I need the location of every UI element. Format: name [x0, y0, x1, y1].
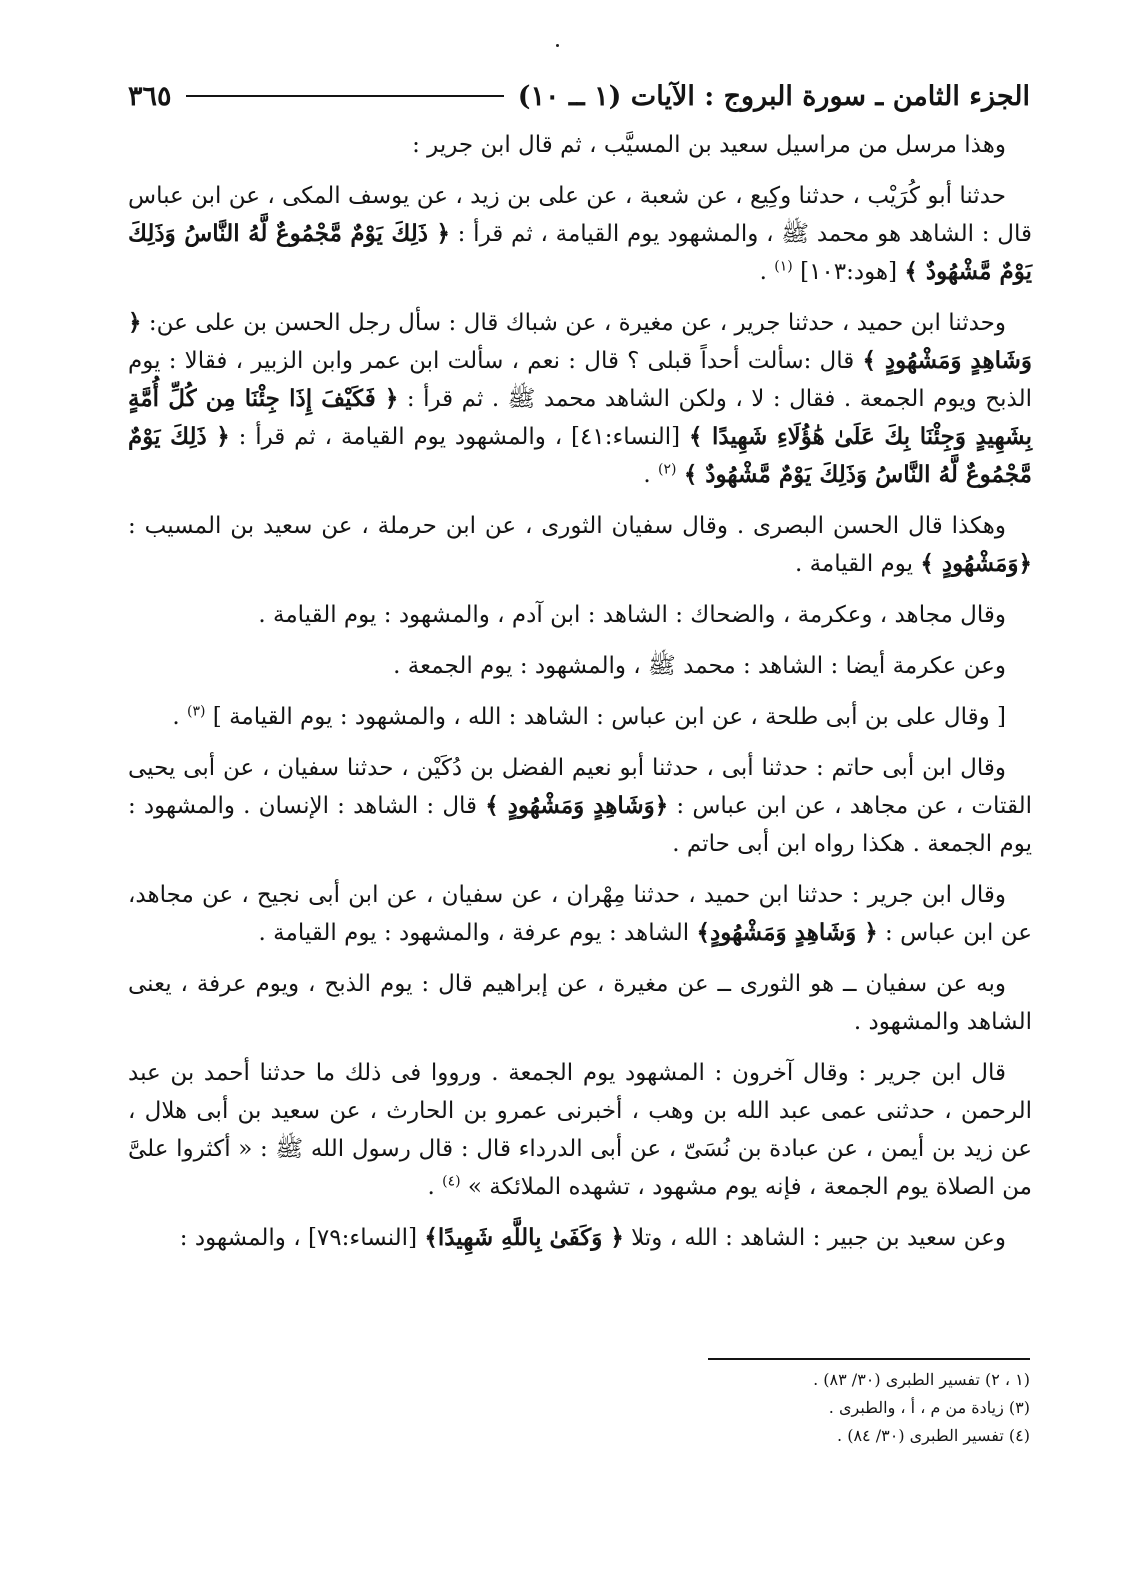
footnote-ref: (٣) [187, 703, 206, 720]
text-run: وهكذا قال الحسن البصرى . وقال سفيان الثورى ، عن ابن حرملة ، عن سعيد بن المسيب : [128, 513, 1006, 539]
main-text [128, 126, 1032, 1270]
text-run: وهذا مرسل من مراسيل سعيد بن المسيَّب ، ثم قال ابن جرير : [412, 132, 1006, 158]
text-run: وقال ابن أبى حاتم : حدثنا أبى ، حدثنا أبو نعيم الفضل بن دُكَيْن ، حدثنا سفيان ، عن أبى يحيى القتات ، عن مجاهد ، عن ابن عباس : [128, 755, 1033, 819]
paragraph [128, 1219, 1032, 1257]
paragraph [128, 126, 1032, 164]
running-header [128, 76, 1030, 116]
text-run: . [427, 1174, 443, 1200]
text-run: وقال مجاهد ، وعكرمة ، والضحاك : الشاهد : ابن آدم ، والمشهود : يوم القيامة . [258, 602, 1006, 628]
text-run: وبه عن سفيان ــ هو الثورى ــ عن مغيرة ، عن إبراهيم قال : يوم الذبح ، ويوم عرفة ، يعنى الشاهد والمشهود . [128, 971, 1032, 1035]
text-run: [هود:١٠٣] [792, 259, 905, 285]
text-run [677, 462, 684, 488]
text-run: وعن عكرمة أيضا : الشاهد : محمد ﷺ ، والمشهود : يوم الجمعة . [393, 653, 1006, 679]
footnote-separator [708, 1358, 1030, 1360]
paragraph [128, 177, 1032, 291]
paragraph [128, 507, 1032, 583]
footnote: (٤) تفسير الطبرى (٣٠/ ٨٤) . [837, 1426, 1030, 1445]
footnote-ref: (٢) [658, 461, 677, 478]
quran-verse: ﴿ فَكَيْفَ إِذَا جِئْنَا مِن كُلِّ أُمَّةٍ بِشَهِيدٍ وَجِئْنَا بِكَ عَلَىٰ هَٰؤُلَاءِ شَهِيدًا ﴾ [128, 385, 1033, 450]
header-rule [186, 95, 504, 97]
paragraph [128, 965, 1032, 1041]
text-run: الشاهد : يوم عرفة ، والمشهود : يوم القيامة . [258, 920, 697, 946]
footnotes [128, 1366, 1030, 1450]
page-dot [556, 44, 559, 47]
paragraph [128, 304, 1032, 494]
footnote-ref: (١) [774, 258, 793, 275]
text-run: [النساء:٧٩] ، والمشهود : [179, 1225, 425, 1251]
quran-verse: ﴿وَشَاهِدٍ وَمَشْهُودٍ ﴾ [485, 792, 669, 819]
quran-verse: ﴿ وَشَاهِدٍ وَمَشْهُودٍ﴾ [696, 919, 878, 946]
paragraph [128, 1054, 1032, 1206]
quran-verse: ﴿وَمَشْهُودٍ ﴾ [920, 550, 1032, 577]
text-run: حدثنا أبو كُرَيْب ، حدثنا وكِيع ، عن شعبة ، عن على بن زيد ، عن يوسف المكى ، عن ابن عباس قال : الشاهد هو محمد ﷺ ، والمشهود يوم القيامة ، ثم قرأ : [128, 183, 1032, 247]
text-run: يوم القيامة . [794, 551, 921, 577]
quran-verse: ﴿ وَشَاهِدٍ وَمَشْهُودٍ ﴾ [128, 309, 1033, 374]
paragraph [128, 876, 1032, 952]
page-number: ٣٦٥ [128, 80, 172, 112]
paragraph [128, 647, 1032, 685]
paragraph [128, 596, 1032, 634]
text-run: [ وقال على بن أبى طلحة ، عن ابن عباس : الشاهد : الله ، والمشهود : يوم القيامة ] [205, 704, 1006, 730]
footnote-ref: (٤) [442, 1173, 461, 1190]
text-run: قال ابن جرير : وقال آخرون : المشهود يوم الجمعة . ورووا فى ذلك ما حدثنا أحمد بن عبد الرحمن ، حدثنى عمى عبد الله بن وهب ، أخبرنى عمرو بن الحارث ، عن سعيد بن أبى هلال ، عن زيد بن أيمن ، عن عبادة بن نُسَىّ ، عن أبى الدرداء قال : قال رسول الله ﷺ : « أكثروا علىَّ من الصلاة يوم الجمعة ، فإنه يوم مشهود ، تشهده الملائكة » [128, 1060, 1032, 1200]
text-run: . [759, 259, 775, 285]
quran-verse: ﴿ ذَلِكَ يَوْمٌ مَّجْمُوعٌ لَّهُ النَّاسُ وَذَلِكَ يَوْمٌ مَّشْهُودٌ ﴾ [128, 423, 1032, 488]
text-run: [النساء:٤١] ، والمشهود يوم القيامة ، ثم قرأ : [229, 424, 689, 450]
text-run: وعن سعيد بن جبير : الشاهد : الله ، وتلا [623, 1225, 1006, 1251]
footnote: (١ ، ٢) تفسير الطبرى (٣٠/ ٨٣) . [813, 1370, 1030, 1389]
text-run: . [643, 462, 659, 488]
paragraph [128, 698, 1032, 736]
quran-verse: ﴿ ذَلِكَ يَوْمٌ مَّجْمُوعٌ لَّهُ النَّاسُ وَذَلِكَ يَوْمٌ مَّشْهُودٌ ﴾ [128, 220, 1032, 285]
quran-verse: ﴿ وَكَفَىٰ بِاللَّهِ شَهِيدًا﴾ [424, 1224, 624, 1251]
text-run: قال : الشاهد : الإنسان . والمشهود : يوم الجمعة . هكذا رواه ابن أبى حاتم . [128, 793, 1032, 857]
text-run: وحدثنا ابن حميد ، حدثنا جرير ، عن مغيرة ، عن شباك قال : سأل رجل الحسن بن على عن: [141, 310, 1006, 336]
text-run: قال :سألت أحداً قبلى ؟ قال : نعم ، سألت ابن عمر وابن الزبير ، فقالا : يوم الذبح ويوم الجمعة . فقال : لا ، ولكن الشاهد محمد ﷺ . ثم قرأ : [128, 348, 1032, 412]
text-run: وقال ابن جرير : حدثنا ابن حميد ، حدثنا مِهْران ، عن سفيان ، عن ابن أبى نجيح ، عن مجاهد، عن ابن عباس : [128, 882, 1032, 946]
footnote: (٣) زيادة من م ، أ ، والطبرى . [828, 1398, 1030, 1417]
text-run: . [172, 704, 188, 730]
header-title: الجزء الثامن ـ سورة البروج : الآيات (١ ــ ١٠) [517, 80, 1030, 112]
paragraph [128, 749, 1032, 863]
